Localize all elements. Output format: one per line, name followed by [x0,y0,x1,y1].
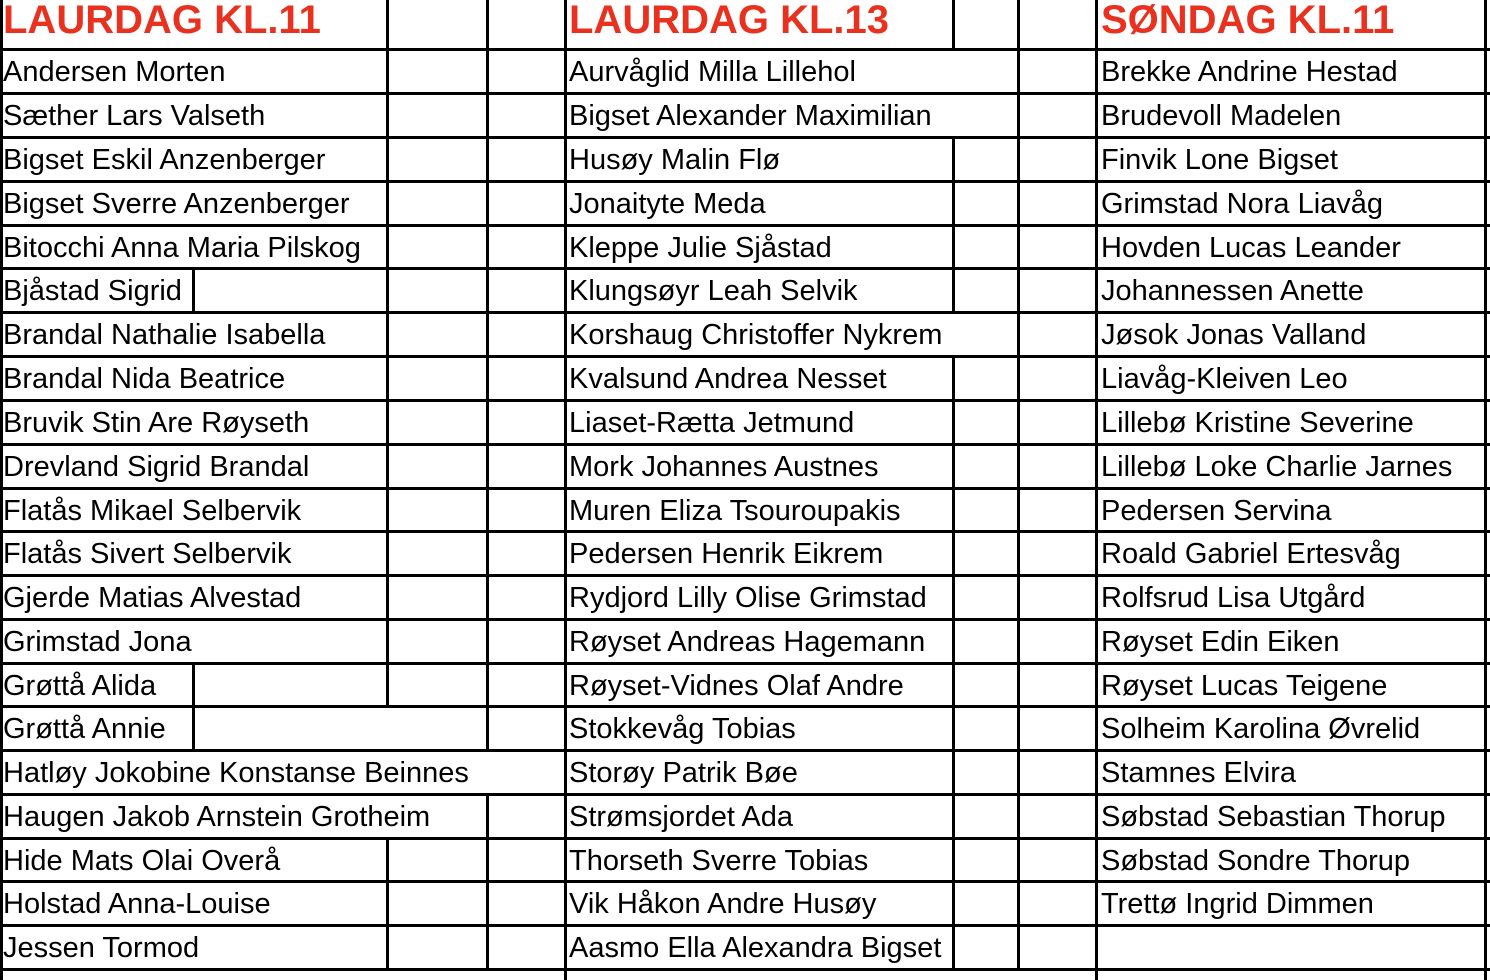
name-cell[interactable]: Flatås Mikael Selbervik [3,495,302,527]
grid-vline-segment [486,0,489,752]
name-cell[interactable]: Andersen Morten [3,56,226,88]
name-cell[interactable]: Trettø Ingrid Dimmen [1101,888,1374,920]
name-cell[interactable]: Storøy Patrik Bøe [569,757,798,789]
name-cell[interactable]: Brandal Nathalie Isabella [3,319,326,351]
grid-vline-segment [386,0,389,708]
name-cell[interactable]: Pedersen Servina [1101,495,1332,527]
name-cell[interactable]: Vik Håkon Andre Husøy [569,888,877,920]
name-cell[interactable]: Strømsjordet Ada [569,801,794,833]
name-cell[interactable]: Jessen Tormod [3,932,200,964]
name-cell[interactable]: Bruvik Stin Are Røyseth [3,407,310,439]
name-cell[interactable]: Bigset Eskil Anzenberger [3,144,326,176]
name-cell[interactable]: Rydjord Lilly Olise Grimstad [569,582,927,614]
grid-vline-segment [192,662,195,752]
name-cell[interactable]: Røyset Lucas Teigene [1101,670,1388,702]
name-cell[interactable]: Mork Johannes Austnes [569,451,879,483]
name-cell[interactable]: Klungsøyr Leah Selvik [569,275,858,307]
grid-vline [564,0,567,980]
name-cell[interactable]: Korshaug Christoffer Nykrem [569,319,943,351]
name-cell[interactable]: Johannessen Anette [1101,275,1364,307]
name-cell[interactable]: Kleppe Julie Sjåstad [569,232,832,264]
grid-vline-segment [952,136,955,314]
name-cell[interactable]: Rolfsrud Lisa Utgård [1101,582,1366,614]
grid-vline-segment [1017,0,1020,971]
name-cell[interactable]: Lillebø Kristine Severine [1101,407,1414,439]
grid-vline-segment [952,355,955,971]
name-cell[interactable]: Pedersen Henrik Eikrem [569,538,884,570]
name-cell[interactable]: Røyset-Vidnes Olaf Andre [569,670,904,702]
name-cell[interactable]: Lillebø Loke Charlie Jarnes [1101,451,1453,483]
name-cell[interactable]: Jonaityte Meda [569,188,766,220]
name-cell[interactable]: Husøy Malin Flø [569,144,781,176]
name-cell[interactable]: Brudevoll Madelen [1101,100,1342,132]
grid-vline-segment [486,793,489,971]
column-header: LAURDAG KL.11 [3,0,321,42]
name-cell[interactable]: Bitocchi Anna Maria Pilskog [3,232,361,264]
name-cell[interactable]: Hide Mats Olai Overå [3,845,281,877]
name-cell[interactable]: Hovden Lucas Leander [1101,232,1401,264]
name-cell[interactable]: Liavåg-Kleiven Leo [1101,363,1348,395]
name-cell[interactable]: Flatås Sivert Selbervik [3,538,292,570]
name-cell[interactable]: Bigset Alexander Maximilian [569,100,932,132]
name-cell[interactable]: Grimstad Jona [3,626,192,658]
grid-vline-segment [386,837,389,971]
grid-vline [1095,0,1098,980]
name-cell[interactable]: Kvalsund Andrea Nesset [569,363,887,395]
grid-vline [1484,0,1487,980]
name-cell[interactable]: Sæther Lars Valseth [3,100,266,132]
name-cell[interactable]: Røyset Edin Eiken [1101,626,1340,658]
name-cell[interactable]: Grøttå Alida [3,670,157,702]
grid-vline-segment [952,0,955,51]
name-cell[interactable]: Holstad Anna-Louise [3,888,271,920]
name-cell[interactable]: Hatløy Jokobine Konstanse Beinnes [3,757,469,789]
name-cell[interactable]: Brekke Andrine Hestad [1101,56,1398,88]
grid-vline-segment [192,267,195,314]
name-cell[interactable]: Liaset-Rætta Jetmund [569,407,855,439]
name-cell[interactable]: Stokkevåg Tobias [569,713,796,745]
name-cell[interactable]: Roald Gabriel Ertesvåg [1101,538,1401,570]
column-header: SØNDAG KL.11 [1101,0,1395,42]
name-cell[interactable]: Haugen Jakob Arnstein Grotheim [3,801,431,833]
name-cell[interactable]: Søbstad Sebastian Thorup [1101,801,1446,833]
name-cell[interactable]: Muren Eliza Tsouroupakis [569,495,901,527]
name-cell[interactable]: Aurvåglid Milla Lillehol [569,56,856,88]
name-cell[interactable]: Aasmo Ella Alexandra Bigset [569,932,942,964]
name-cell[interactable]: Grøttå Annie [3,713,166,745]
name-cell[interactable]: Grimstad Nora Liavåg [1101,188,1384,220]
name-cell[interactable]: Thorseth Sverre Tobias [569,845,869,877]
name-cell[interactable]: Gjerde Matias Alvestad [3,582,302,614]
name-cell[interactable]: Røyset Andreas Hagemann [569,626,926,658]
name-cell[interactable]: Drevland Sigrid Brandal [3,451,310,483]
name-cell[interactable]: Jøsok Jonas Valland [1101,319,1367,351]
column-header: LAURDAG KL.13 [569,0,890,42]
name-cell[interactable]: Solheim Karolina Øvrelid [1101,713,1421,745]
name-cell[interactable]: Finvik Lone Bigset [1101,144,1338,176]
name-cell[interactable]: Bjåstad Sigrid [3,275,182,307]
name-cell[interactable]: Brandal Nida Beatrice [3,363,286,395]
name-cell[interactable]: Stamnes Elvira [1101,757,1297,789]
name-cell[interactable]: Bigset Sverre Anzenberger [3,188,350,220]
name-cell[interactable]: Søbstad Sondre Thorup [1101,845,1410,877]
